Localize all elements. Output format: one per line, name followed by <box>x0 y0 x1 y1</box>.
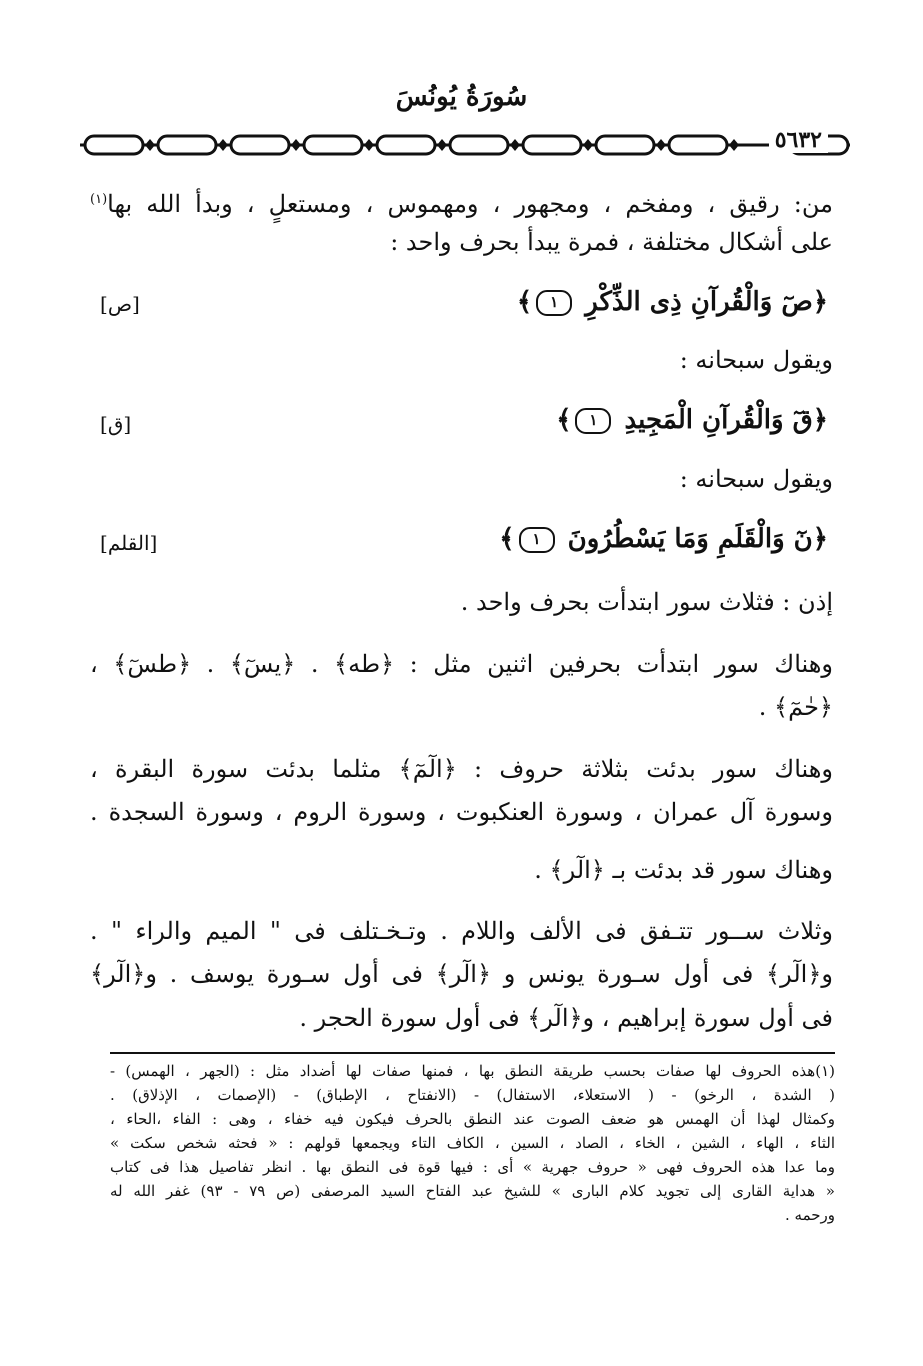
footnote-marker: (١) <box>90 192 108 207</box>
footnote-line: وكمثال لهذا أن الهمس هو ضعف الصوت عند النطق بالحرف فيكون فيه خفاء ، وهى : الفاء ،الحاء ، <box>110 1110 835 1128</box>
paragraph-line: فى أول سورة إبراهيم ، و﴿الٓر﴾ فى أول سورة الحجر . <box>299 1004 833 1032</box>
footnote-line: الثاء ، الهاء ، الشين ، الخاء ، الصاد ، السين ، الكاف التاء ويجمعها قولهم : « فحثه شخص سكت » <box>110 1134 835 1152</box>
surah-title: سُورَةُ يُونُسَ <box>395 82 528 112</box>
paragraph-line: وثلاث ســور تتـفق فى الألف واللام . وتـخـتلف فى " الميم والراء " . <box>90 917 833 945</box>
paragraph-line: ﴿حٰمٓ﴾ . <box>758 693 833 721</box>
paragraph-line <box>90 183 833 221</box>
footnote-divider <box>110 1052 835 1054</box>
paragraph-line: على أشكال مختلفة ، فمرة يبدأ بحرف واحد : <box>390 228 833 256</box>
footnote-line: وما عدا هذه الحروف فهى « حروف جهرية » أى : فيها قوة فى النطق بها . انظر تفاصيل هذا فى كتاب <box>110 1158 835 1176</box>
quran-verse <box>380 284 828 320</box>
paragraph-line: وسورة آل عمران ، وسورة العنكبوت ، وسورة الروم ، وسورة السجدة . <box>90 798 833 826</box>
quran-verse <box>380 521 828 557</box>
ayah-number: ١ <box>575 408 611 434</box>
verse-text: ﴿صٓ وَالْقُرآنِ ذِى الذِّكْرِ <box>585 287 828 317</box>
verse-close: ﴾ <box>556 405 572 435</box>
paragraph-line: وهناك سور قد بدئت بـ ﴿الٓر﴾ . <box>534 856 833 884</box>
verse-close: ﴾ <box>499 524 515 554</box>
ayah-number: ١ <box>536 290 572 316</box>
paragraph-line: إذن : فثلاث سور ابتدأت بحرف واحد . <box>460 588 833 616</box>
footnote-line: (١)هذه الحروف لها صفات بحسب طريقة النطق بها ، فمنها صفات لها أضداد مثل : (الجهر ، الهمس) - <box>110 1062 835 1080</box>
body-text: من: رقيق ، ومفخم ، ومجهور ، ومهموس ، ومستعلٍ ، وبدأ الله بها <box>107 190 833 218</box>
verse-close: ﴾ <box>516 287 533 317</box>
footnote-line: ( الشدة ، الرخو) - ( الاستعلاء، الاستفال) - (الانفتاح ، الإطباق) - (الإصمات ، الإذلاق) . <box>110 1086 835 1104</box>
surah-reference: [ص] <box>100 292 140 316</box>
ayah-number: ١ <box>519 527 555 553</box>
verse-text: ﴿قٓ وَالْقُرآنِ الْمَجِيدِ <box>624 405 828 435</box>
paragraph-line: ويقول سبحانه : <box>679 465 833 493</box>
ornamental-header-rule <box>80 130 850 160</box>
footnote-line: ورحمه . <box>784 1206 835 1224</box>
surah-reference: [ق] <box>100 412 132 436</box>
paragraph-line: و﴿الٓر﴾ فى أول سـورة يونس و ﴿الٓر﴾ فى أول سـورة يوسف . و﴿الٓر﴾ <box>90 960 833 988</box>
footnote-line: « هداية القارى إلى تجويد كلام البارى » للشيخ عبد الفتاح السيد المرصفى (ص ٧٩ - ٩٣) غفر الله له <box>110 1182 835 1200</box>
paragraph-line: ويقول سبحانه : <box>679 346 833 374</box>
page-number: ٥٦٣٢ <box>769 127 828 153</box>
quran-verse <box>380 402 828 438</box>
paragraph-line: وهناك سور بدئت بثلاثة حروف : ﴿الٓمٓ﴾ مثلما بدئت سورة البقرة ، <box>90 755 833 783</box>
paragraph-line: وهناك سور ابتدأت بحرفين اثنين مثل : ﴿طه﴾ . ﴿يسٓ﴾ . ﴿طسٓ﴾ ، <box>90 650 833 678</box>
verse-text: ﴿نٓ وَالْقَلَمِ وَمَا يَسْطُرُونَ <box>567 524 828 554</box>
surah-reference: [القلم] <box>100 531 158 555</box>
